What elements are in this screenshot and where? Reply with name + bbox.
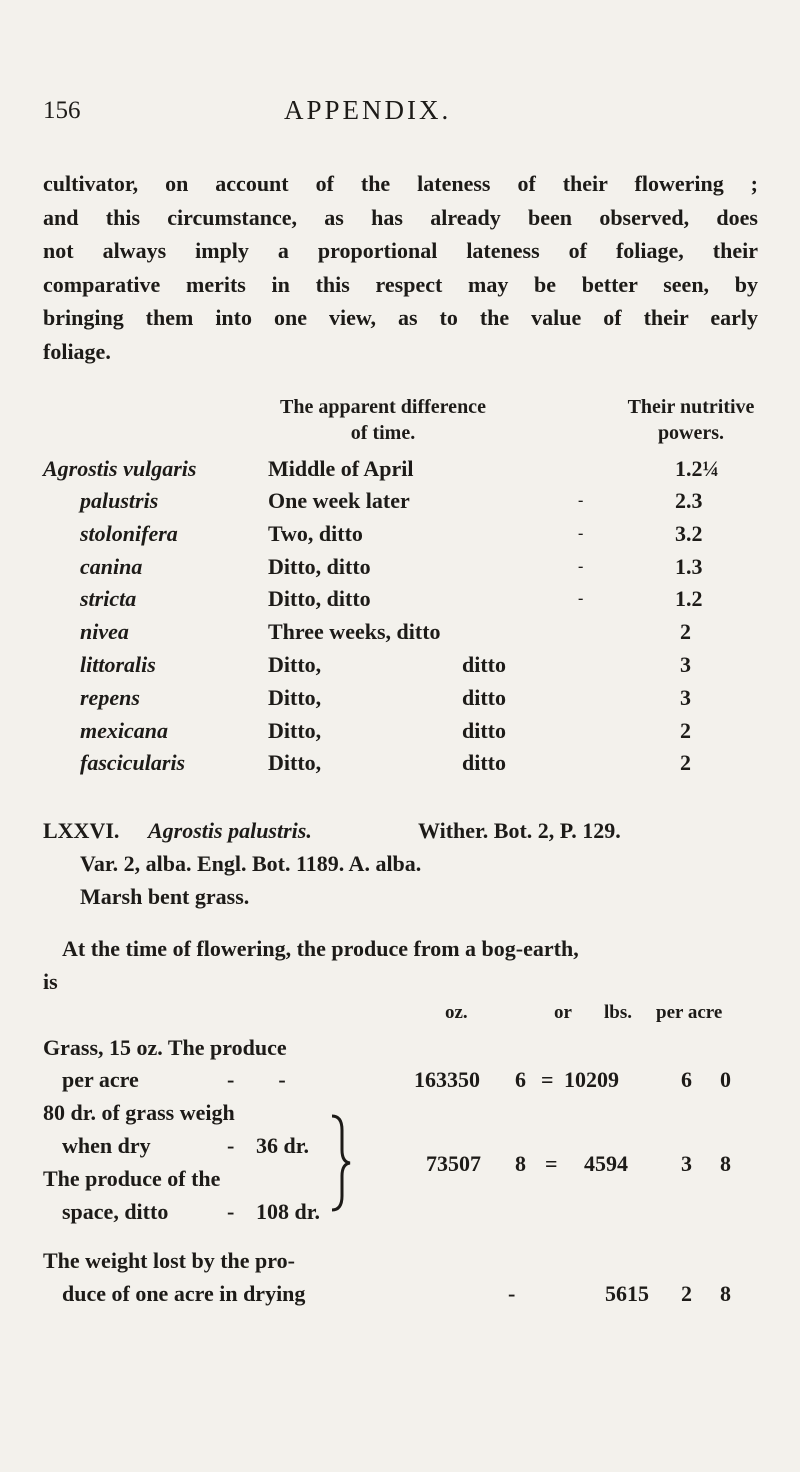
- table-row: [0, 685, 800, 716]
- species-name: palustris: [80, 488, 159, 513]
- species-name: Agrostis vulgaris: [43, 456, 197, 481]
- produce-intro-end: is: [43, 969, 58, 994]
- species-name: stricta: [80, 586, 137, 611]
- unit-lbs: lbs.: [604, 1002, 632, 1023]
- space-line: space, ditto: [62, 1199, 169, 1224]
- section-species: Agrostis palustris.: [148, 818, 312, 843]
- equals-sign: =: [545, 1151, 558, 1176]
- paragraph-line: comparative merits in this respect may be better seen, by: [43, 271, 758, 297]
- species-name: littoralis: [80, 652, 156, 677]
- lbs-part: 8: [720, 1151, 731, 1176]
- nutritive-value: 2: [680, 750, 691, 775]
- leader-dash: -: [578, 558, 584, 575]
- species-name: repens: [80, 685, 140, 710]
- nutritive-value: 2: [680, 718, 691, 743]
- nutritive-value: 3.2: [675, 521, 703, 546]
- leader-dash: -: [227, 1133, 235, 1158]
- time-difference: Ditto, ditto: [268, 586, 371, 611]
- table-row: [0, 750, 800, 781]
- species-name: mexicana: [80, 718, 168, 743]
- nutritive-value: 3: [680, 652, 691, 677]
- table-row: [0, 586, 800, 617]
- lbs-value: 4594: [584, 1151, 628, 1176]
- time-ditto: ditto: [462, 685, 506, 710]
- lbs-part: 8: [720, 1281, 731, 1306]
- leader-dash: -: [227, 1199, 235, 1224]
- oz-value: 73507: [426, 1151, 481, 1176]
- space-line: The produce of the: [43, 1166, 221, 1191]
- section-number: LXXVI.: [43, 818, 120, 843]
- weigh-line: when dry: [62, 1133, 151, 1158]
- nutritive-value: 1.2: [675, 586, 703, 611]
- column-header-nutritive: Their nutritive powers.: [627, 396, 755, 444]
- right-brace-icon: [328, 1112, 352, 1214]
- species-name: stolonifera: [80, 521, 178, 546]
- time-difference: Ditto,: [268, 750, 322, 775]
- leader-dash: - -: [227, 1067, 286, 1092]
- weigh-line: 80 dr. of grass weigh: [43, 1100, 235, 1125]
- produce-intro: At the time of flowering, the produce from a bog-earth,: [62, 936, 579, 961]
- time-ditto: ditto: [462, 750, 506, 775]
- weight-lost-line: The weight lost by the pro-: [43, 1248, 295, 1273]
- nutritive-value: 2.3: [675, 488, 703, 513]
- weight-lost-line: duce of one acre in drying: [62, 1281, 306, 1306]
- lbs-part: 3: [681, 1151, 692, 1176]
- time-difference: Two, ditto: [268, 521, 363, 546]
- column-header-time: The apparent difference of time.: [280, 396, 486, 444]
- equals-sign: =: [541, 1067, 554, 1092]
- unit-per-acre: per acre: [656, 1002, 723, 1023]
- table-row: [0, 456, 800, 487]
- time-ditto: ditto: [462, 718, 506, 743]
- species-name: nivea: [80, 619, 129, 644]
- time-difference: Ditto, ditto: [268, 554, 371, 579]
- unit-oz: oz.: [445, 1002, 468, 1023]
- table-row: [0, 619, 800, 650]
- common-name: Marsh bent grass.: [80, 884, 250, 909]
- lbs-value: 5615: [605, 1281, 649, 1306]
- table-row: [0, 521, 800, 552]
- lbs-part: 2: [681, 1281, 692, 1306]
- table-row: [0, 718, 800, 749]
- nutritive-value: 3: [680, 685, 691, 710]
- lbs-part: 0: [720, 1067, 731, 1092]
- grass-line: Grass, 15 oz. The produce: [43, 1035, 287, 1060]
- time-ditto: ditto: [462, 652, 506, 677]
- section-variety: Var. 2, alba. Engl. Bot. 1189. A. alba.: [80, 851, 422, 876]
- leader-dash: -: [578, 525, 584, 542]
- intro-paragraph: [43, 167, 758, 368]
- section-reference: Wither. Bot. 2, P. 129.: [418, 818, 621, 843]
- nutritive-value: 1.2¼: [675, 456, 719, 481]
- lbs-value: 10209: [564, 1067, 619, 1092]
- lbs-part: 6: [681, 1067, 692, 1092]
- leader-dash: -: [578, 590, 584, 607]
- dram-value: 36 dr.: [256, 1133, 309, 1158]
- table-row: [0, 652, 800, 683]
- time-difference: Three weeks, ditto: [268, 619, 441, 644]
- paragraph-line: foliage.: [43, 338, 111, 364]
- nutritive-value: 1.3: [675, 554, 703, 579]
- leader-dash: -: [578, 492, 584, 509]
- species-name: fascicularis: [80, 750, 186, 775]
- species-name: canina: [80, 554, 143, 579]
- time-difference: Middle of April: [268, 456, 414, 481]
- time-difference: Ditto,: [268, 685, 322, 710]
- paragraph-line: and this circumstance, as has already been observed, does: [43, 204, 758, 230]
- paragraph-line: bringing them into one view, as to the value of their early: [43, 305, 758, 330]
- oz-value: 163350: [414, 1067, 480, 1092]
- leader-dash: -: [508, 1281, 516, 1306]
- nutritive-value: 2: [680, 619, 691, 644]
- grass-line: per acre: [62, 1067, 139, 1092]
- dram-value: 108 dr.: [256, 1199, 320, 1224]
- table-row: [0, 488, 800, 519]
- page-number: 156: [43, 97, 81, 124]
- running-title: APPENDIX.: [284, 95, 452, 125]
- table-row: [0, 554, 800, 585]
- paragraph-line: not always imply a proportional lateness of foliage, their: [43, 238, 758, 263]
- time-difference: Ditto,: [268, 652, 322, 677]
- oz-fraction: 6: [515, 1067, 526, 1092]
- oz-fraction: 8: [515, 1151, 526, 1176]
- time-difference: One week later: [268, 488, 410, 513]
- unit-or: or: [554, 1002, 572, 1023]
- time-difference: Ditto,: [268, 718, 322, 743]
- paragraph-line: cultivator, on account of the lateness of their flowering ;: [43, 171, 758, 196]
